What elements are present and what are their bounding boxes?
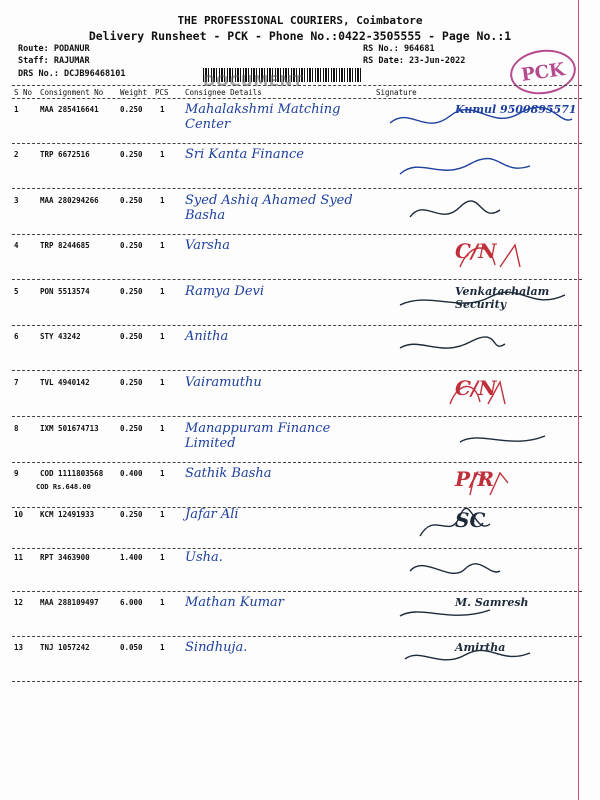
row-consignment-no: TRP 6672516 — [40, 150, 90, 159]
row-signature-text: C/N — [455, 239, 497, 263]
signature-scribble — [380, 146, 575, 184]
row-weight: 1.400 — [120, 553, 143, 562]
rs-date: RS Date: 23-Jun-2022 — [363, 56, 466, 66]
row-signature — [380, 328, 575, 366]
row-consignment-no: RPT 3463900 — [40, 553, 90, 562]
row-sno: 2 — [14, 150, 19, 159]
row-consignee-details: Varsha — [185, 238, 230, 253]
row-weight: 6.000 — [120, 598, 143, 607]
document-delivery-banner: DOCUMENT — [203, 72, 304, 88]
row-consignment-no: KCM 12491933 — [40, 510, 95, 519]
rs-number: RS No.: 964681 — [363, 44, 435, 54]
col-signature: Signature — [376, 88, 417, 97]
row-divider — [12, 370, 582, 371]
row-divider — [12, 279, 582, 280]
signature-scribble — [380, 549, 575, 587]
row-consignment-no: PON 5513574 — [40, 287, 90, 296]
row-weight: 0.250 — [120, 105, 143, 114]
drs-number: DRS No.: DCJB96468101 — [18, 69, 126, 79]
row-consignment-no: STY 43242 — [40, 332, 81, 341]
row-weight: 0.250 — [120, 287, 143, 296]
row-weight: 0.250 — [120, 424, 143, 433]
row-consignee-details: Anitha — [185, 329, 229, 344]
row-weight: 0.250 — [120, 510, 143, 519]
row-weight: 0.050 — [120, 643, 143, 652]
signature-scribble — [380, 420, 575, 458]
row-divider — [12, 681, 582, 682]
row-divider — [12, 591, 582, 592]
row-consignment-no: MAA 285416641 — [40, 105, 99, 114]
row-pcs: 1 — [160, 424, 165, 433]
row-sno: 10 — [14, 510, 24, 519]
row-consignment-no: COD 1111803568 — [40, 469, 104, 478]
row-divider — [12, 234, 582, 235]
row-weight: 0.250 — [120, 196, 143, 205]
row-consignee-details: Syed Ashiq Ahamed Syed Basha — [185, 193, 353, 223]
row-weight: 0.250 — [120, 241, 143, 250]
col-weight: Weight — [120, 88, 148, 97]
row-weight: 0.250 — [120, 150, 143, 159]
row-pcs: 1 — [160, 150, 165, 159]
row-sno: 9 — [14, 469, 19, 478]
row-pcs: 1 — [160, 553, 165, 562]
row-signature-text: Amirtha — [455, 641, 506, 654]
row-sno: 8 — [14, 424, 19, 433]
signature-scribble — [380, 328, 575, 366]
row-sno: 6 — [14, 332, 19, 341]
row-pcs: 1 — [160, 287, 165, 296]
row-consignee-details: Usha. — [185, 550, 223, 565]
row-sno: 5 — [14, 287, 19, 296]
row-divider — [12, 188, 582, 189]
row-consignment-no: TRP 8244685 — [40, 241, 90, 250]
col-sno: S No — [14, 88, 33, 97]
row-consignment-no: IXM 501674713 — [40, 424, 99, 433]
row-sno: 1 — [14, 105, 19, 114]
row-consignee-details: Sri Kanta Finance — [185, 147, 304, 162]
row-sno: 3 — [14, 196, 19, 205]
col-consignment: Consignment No — [40, 88, 104, 97]
row-cod-amount: COD Rs.648.00 — [36, 483, 91, 491]
row-signature — [380, 549, 575, 587]
margin-line — [578, 0, 579, 800]
company-title: THE PROFESSIONAL COURIERS, Coimbatore — [177, 14, 423, 27]
row-divider — [12, 416, 582, 417]
row-consignment-no: TVL 4940142 — [40, 378, 90, 387]
row-consignee-details: Mathan Kumar — [185, 595, 285, 610]
staff-label: Staff: RAJUMAR — [18, 56, 90, 66]
signature-scribble — [380, 192, 575, 230]
row-consignee-details: Vairamuthu — [185, 375, 262, 390]
row-signature-text: P/R — [455, 467, 494, 491]
row-weight: 0.250 — [120, 332, 143, 341]
row-pcs: 1 — [160, 332, 165, 341]
row-signature-text: SC — [455, 508, 486, 532]
row-pcs: 1 — [160, 105, 165, 114]
col-pcs: PCS — [155, 88, 169, 97]
row-signature-text: C/N — [455, 376, 497, 400]
divider — [12, 85, 582, 86]
route-label: Route: PODANUR — [18, 44, 90, 54]
row-pcs: 1 — [160, 643, 165, 652]
row-consignee-details: Sindhuja. — [185, 640, 248, 655]
row-divider — [12, 325, 582, 326]
row-sno: 7 — [14, 378, 19, 387]
row-consignee-details: Manappuram Finance Limited — [185, 421, 331, 451]
row-pcs: 1 — [160, 196, 165, 205]
row-pcs: 1 — [160, 469, 165, 478]
row-consignment-no: TNJ 1057242 — [40, 643, 90, 652]
row-consignment-no: MAA 280294266 — [40, 196, 99, 205]
row-weight: 0.250 — [120, 378, 143, 387]
row-consignee-details: Jafar Ali — [185, 507, 239, 522]
row-divider — [12, 143, 582, 144]
row-pcs: 1 — [160, 378, 165, 387]
divider — [12, 98, 582, 99]
row-signature — [380, 192, 575, 230]
row-signature-text: Kumul 9500895571 — [455, 103, 577, 116]
row-pcs: 1 — [160, 598, 165, 607]
row-consignment-no: MAA 288109497 — [40, 598, 99, 607]
runsheet-title: Delivery Runsheet - PCK - Phone No.:0422-3505555 - Page No.:1 — [88, 29, 512, 43]
row-pcs: 1 — [160, 241, 165, 250]
row-signature — [380, 146, 575, 184]
row-consignee-details: Mahalakshmi Matching Center — [185, 102, 341, 132]
row-sno: 12 — [14, 598, 24, 607]
row-sno: 13 — [14, 643, 24, 652]
row-pcs: 1 — [160, 510, 165, 519]
row-signature-text: Venkatachalam Security — [455, 285, 550, 311]
row-consignee-details: Ramya Devi — [185, 284, 265, 299]
row-divider — [12, 462, 582, 463]
row-sno: 11 — [14, 553, 24, 562]
row-weight: 0.400 — [120, 469, 143, 478]
row-divider — [12, 636, 582, 637]
row-consignee-details: Sathik Basha — [185, 466, 272, 481]
row-signature — [380, 420, 575, 458]
col-details: Consignee Details — [185, 88, 262, 97]
row-sno: 4 — [14, 241, 19, 250]
pck-stamp: PCK — [507, 46, 578, 99]
row-signature-text: M. Samresh — [455, 596, 529, 609]
